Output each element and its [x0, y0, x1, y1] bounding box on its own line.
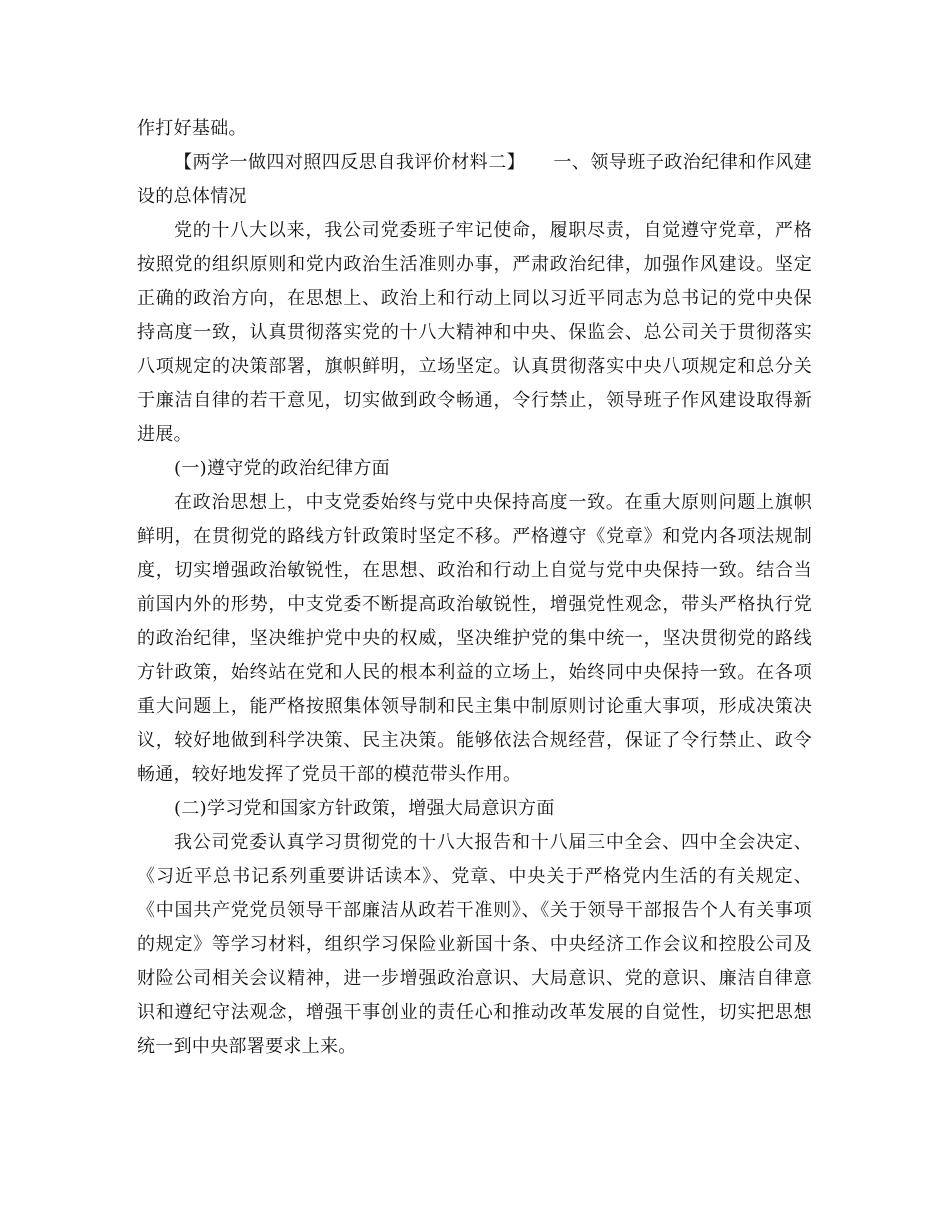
document-title: 【两学一做四对照四反思自我评价材料二】	[174, 152, 526, 173]
continuation-text: 作打好基础。	[137, 118, 247, 139]
document-page	[137, 112, 812, 1064]
paragraph-policy-study: 我公司党委认真学习贯彻党的十八大报告和十八届三中全会、四中全会决定、《习近平总书记系列重要讲话读本》、党章、中央关于严格党内生活的有关规定、《中国共产党党员领导干部廉洁从政若干准则》、《关于领导干部报告个人有关事项的规定》等学习材料，组织学习保险业新国十条、中央经济工作会议和控股公司及财险公司相关会议精神，进一步增强政治意识、大局意识、党的意识、廉洁自律意识和遵纪守法观念，增强干事创业的责任心和推动改革发展的自觉性，切实把思想统一到中央部署要求上来。	[137, 832, 812, 1057]
section-one-heading: 一、领导班子政治纪律和作风建设的总体情况	[137, 152, 813, 207]
sub-heading-political-discipline: (一)遵守党的政治纪律方面	[174, 458, 390, 479]
paragraph-overall: 党的十八大以来，我公司党委班子牢记使命，履职尽责，自觉遵守党章，严格按照党的组织原则和党内政治生活准则办事，严肃政治纪律，加强作风建设。坚定正确的政治方向，在思想上、政治上和行动上同以习近平同志为总书记的党中央保持高度一致，认真贯彻落实党的十八大精神和中央、保监会、总公司关于贯彻落实八项规定的决策部署，旗帜鲜明，立场坚定。认真贯彻落实中央八项规定和总分关于廉洁自律的若干意见，切实做到政令畅通，令行禁止，领导班子作风建设取得新进展。	[137, 220, 812, 445]
sub-heading-policy-study: (二)学习党和国家方针政策，增强大局意识方面	[174, 798, 555, 819]
paragraph-political-discipline: 在政治思想上，中支党委始终与党中央保持高度一致。在重大原则问题上旗帜鲜明，在贯彻党的路线方针政策时坚定不移。严格遵守《党章》和党内各项法规制度，切实增强政治敏锐性，在思想、政治和行动上自觉与党中央保持一致。结合当前国内外的形势，中支党委不断提高政治敏锐性，增强党性观念，带头严格执行党的政治纪律，坚决维护党中央的权威，坚决维护党的集中统一，坚决贯彻党的路线方针政策，始终站在党和人民的根本利益的立场上，始终同中央保持一致。在各项重大问题上，能严格按照集体领导制和民主集中制原则讨论重大事项，形成决策决议，较好地做到科学决策、民主决策。能够依法合规经营，保证了令行禁止、政令畅通，较好地发挥了党员干部的模范带头作用。	[137, 492, 812, 785]
title-line	[137, 146, 812, 214]
